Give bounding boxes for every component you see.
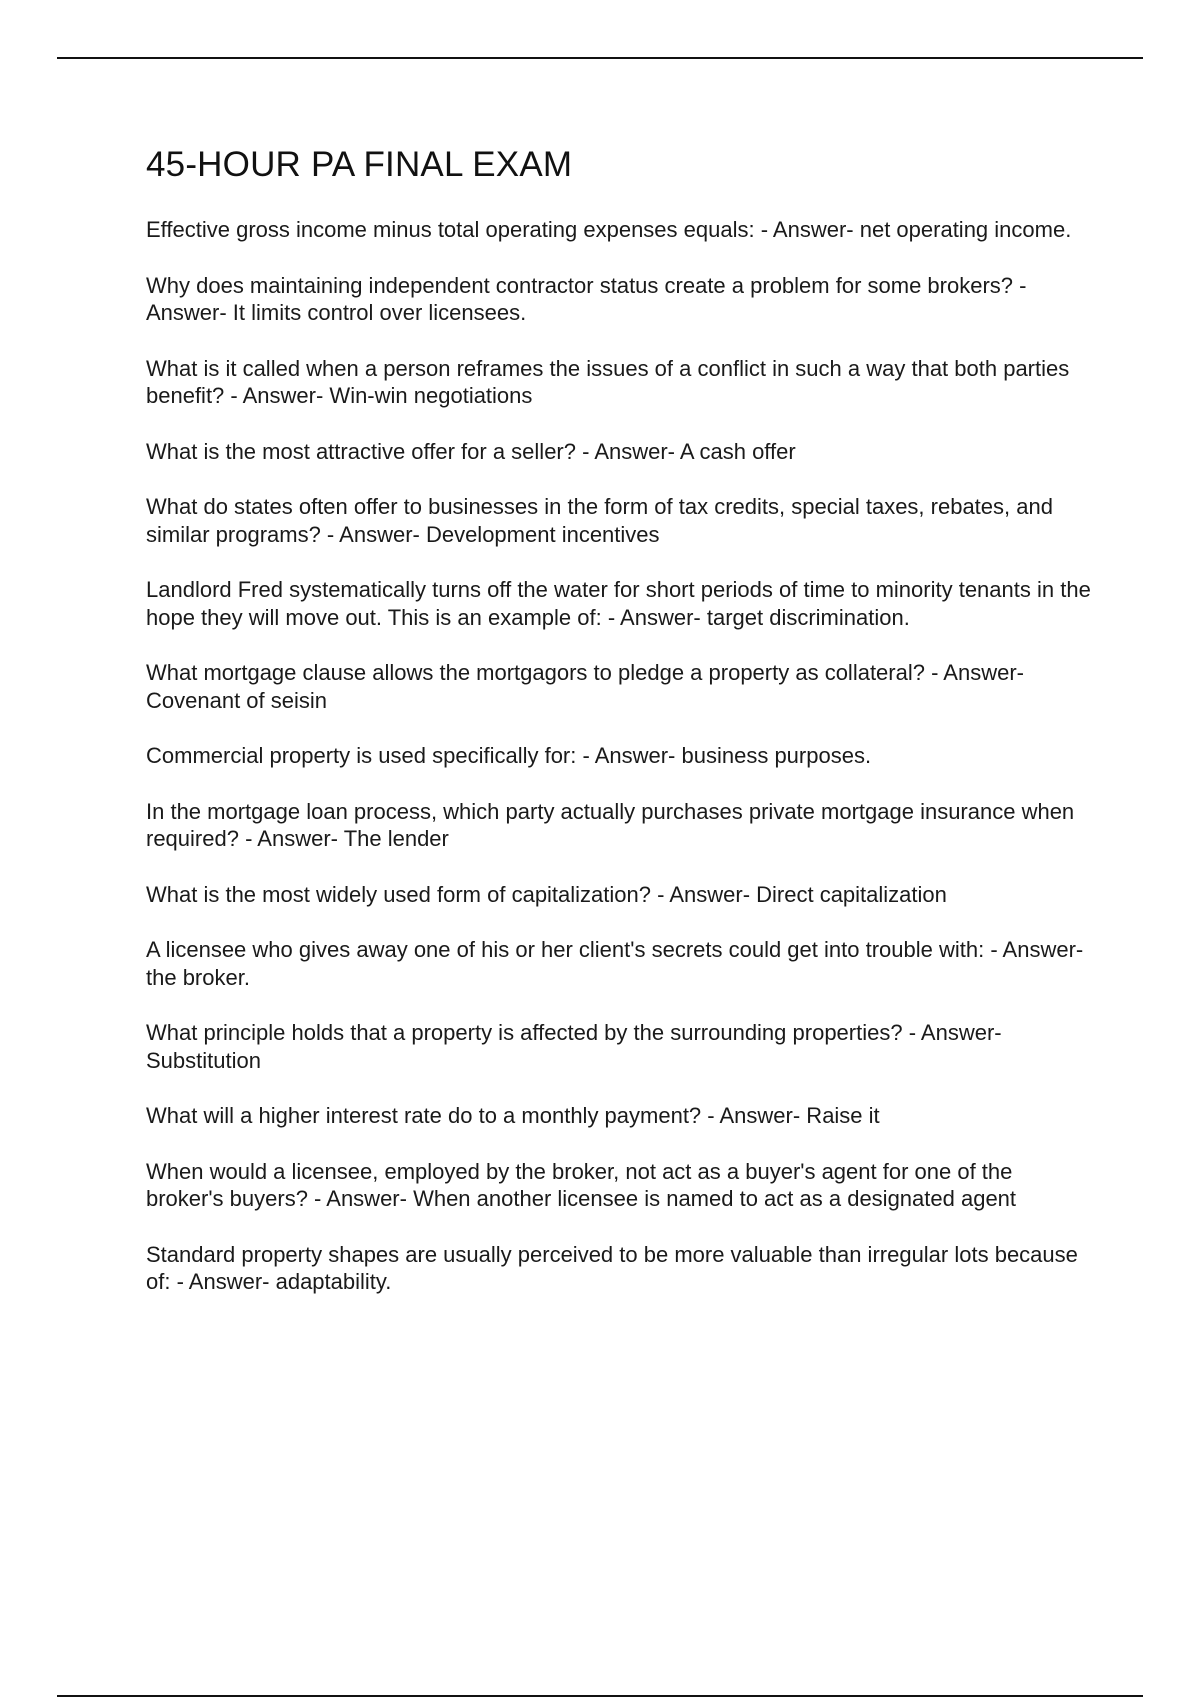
qa-item: What is the most attractive offer for a seller? - Answer- A cash offer [146,438,796,464]
qa-item: When would a licensee, employed by the broker, not act as a buyer's agent for one of the broker's buyers? - Answer- When another licensee is named to act as a designated agent [146,1158,1017,1211]
qa-item: What do states often offer to businesses in the form of tax credits, special taxes, rebates, and similar programs? - Answer- Development incentives [146,494,1053,547]
question-answer-list [146,216,1096,1296]
qa-item: What is the most widely used form of capitalization? - Answer- Direct capitalization [146,881,947,907]
qa-item: Standard property shapes are usually perceived to be more valuable than irregular lots because of: - Answer- adaptability. [146,1241,1078,1294]
top-rule [57,57,1143,59]
qa-item: A licensee who gives away one of his or her client's secrets could get into trouble with: - Answer- the broker. [146,937,1084,990]
document-body [146,143,1096,1324]
qa-item: Effective gross income minus total operating expenses equals: - Answer- net operating income. [146,217,1072,242]
qa-item: What will a higher interest rate do to a monthly payment? - Answer- Raise it [146,1103,880,1128]
qa-item: Why does maintaining independent contractor status create a problem for some brokers? - Answer- It limits control over licensees. [146,272,1027,325]
qa-item: Landlord Fred systematically turns off the water for short periods of time to minority tenants in the hope they will move out. This is an example of: - Answer- target discrimination. [146,577,1091,630]
bottom-rule [57,1695,1143,1697]
page-title: 45-HOUR PA FINAL EXAM [146,145,573,184]
qa-item: What is it called when a person reframes the issues of a conflict in such a way that both parties benefit? - Answer- Win-win negotiations [146,355,1070,408]
qa-item: What mortgage clause allows the mortgagors to pledge a property as collateral? - Answer- Covenant of seisin [146,660,1024,713]
qa-item: In the mortgage loan process, which party actually purchases private mortgage insurance when required? - Answer- The lender [146,798,1075,851]
qa-item: What principle holds that a property is affected by the surrounding properties? - Answer- Substitution [146,1020,1002,1073]
qa-item: Commercial property is used specifically for: - Answer- business purposes. [146,743,872,768]
